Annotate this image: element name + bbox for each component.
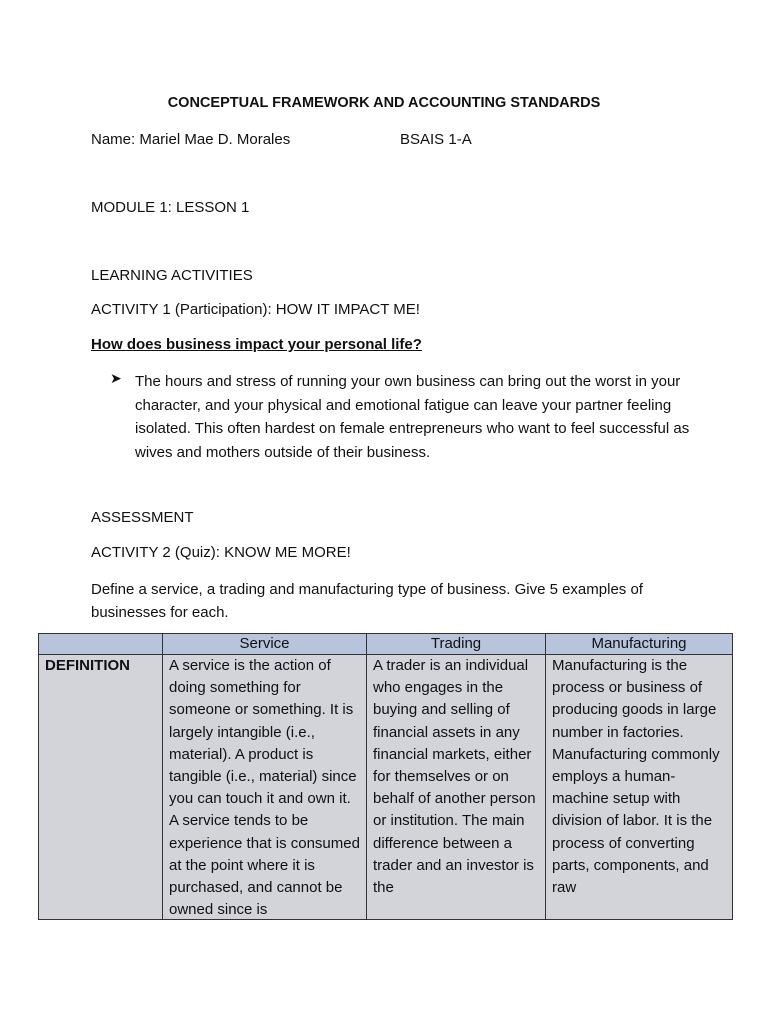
module-heading: MODULE 1: LESSON 1: [91, 199, 250, 216]
manufacturing-definition-cell: [546, 655, 733, 920]
student-name: Name: Mariel Mae D. Morales: [91, 131, 291, 148]
arrowhead-bullet-icon: ➤: [110, 370, 122, 386]
table-header-manufacturing: Manufacturing: [546, 634, 733, 655]
business-types-table: [38, 633, 733, 920]
service-definition-cell: [163, 655, 367, 920]
student-section: BSAIS 1-A: [400, 131, 472, 148]
table-header-blank: [39, 634, 163, 655]
document-title: CONCEPTUAL FRAMEWORK AND ACCOUNTING STANDARDS: [167, 95, 601, 111]
assessment-heading: ASSESSMENT: [91, 509, 194, 526]
row-label-text: DEFINITION: [45, 657, 130, 674]
service-definition-text: A service is the action of doing something for someone or something. It is largely intangible (i.e., material). A product is tangible (i.e., material) since you can touch it and own it. A service tends to be experience that is consumed at the point where it is purchased, and cannot be owned since is: [169, 657, 360, 919]
instructions-paragraph: Define a service, a trading and manufacturing type of business. Give 5 examples of businesses for each.: [91, 581, 643, 621]
table-row: [39, 655, 733, 920]
activity1-heading: ACTIVITY 1 (Participation): HOW IT IMPACT ME!: [91, 301, 420, 318]
manufacturing-definition-text: Manufacturing is the process or business of producing goods in large number in factories. Manufacturing commonly employs a human-machine setup with division of labor. It is the process of converting parts, components, and raw: [552, 657, 720, 897]
table-header-row: [39, 634, 733, 655]
table-header-trading: Trading: [367, 634, 546, 655]
table-header-service: Service: [163, 634, 367, 655]
question-text: How does business impact your personal life?: [91, 336, 422, 353]
activity2-heading: ACTIVITY 2 (Quiz): KNOW ME MORE!: [91, 544, 351, 561]
trading-definition-cell: [367, 655, 546, 920]
row-label-definition: [39, 655, 163, 920]
trading-definition-text: A trader is an individual who engages in the buying and selling of financial assets in any financial markets, either for themselves or on behalf of another person or institution. The main difference between a trader and an investor is the: [373, 657, 536, 897]
answer-paragraph: The hours and stress of running your own business can bring out the worst in your character, and your physical and emotional fatigue can leave your partner feeling isolated. This often hardest on female entrepreneurs who want to feel successful as wives and mothers outside of their business.: [135, 373, 690, 461]
learning-activities-heading: LEARNING ACTIVITIES: [91, 267, 253, 284]
